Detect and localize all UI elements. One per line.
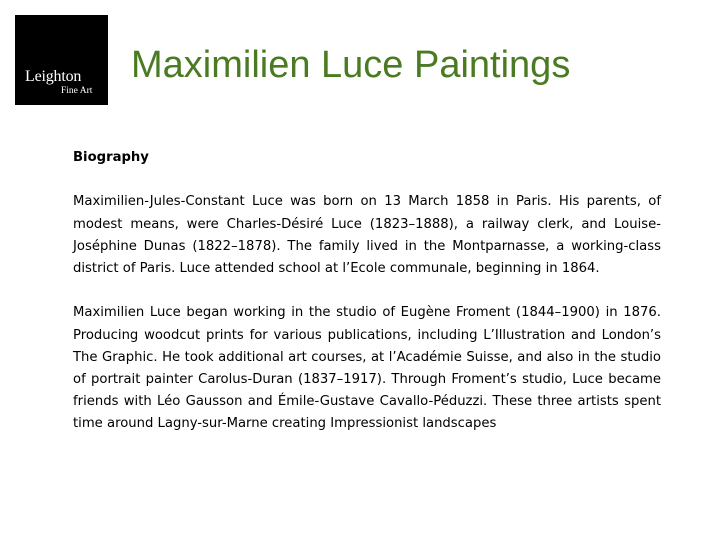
logo-sub-text: Fine Art [61, 86, 93, 96]
biography-heading: Biography [73, 150, 149, 165]
biography-section [73, 147, 661, 436]
biography-paragraph-1: Maximilien-Jules-Constant Luce was born on 13 March 1858 in Paris. His parents, of modest means, were Charles-Désiré Luce (1823–1888), a railway clerk, and Louise-Joséphine Dunas (1822–1878). The family lived in the Montparnasse, a working-class district of Paris. Luce attended school at l’Ecole communale, beginning in 1864. [73, 194, 661, 276]
leighton-fine-art-logo [15, 15, 108, 105]
logo-main-text: Leighton [25, 68, 82, 85]
page-title: Maximilien Luce Paintings [131, 44, 571, 86]
biography-paragraph-2: Maximilien Luce began working in the studio of Eugène Froment (1844–1900) in 1876. Producing woodcut prints for various publications, including L’Illustration and London’s The Graphic. He took additional art courses, at l’Académie Suisse, and also in the studio of portrait painter Carolus-Duran (1837–1917). Through Froment’s studio, Luce became friends with Léo Gausson and Émile-Gustave Cavallo-Péduzzi. These three artists spent time around Lagny-sur-Marne creating Impressionist landscapes [73, 305, 661, 432]
